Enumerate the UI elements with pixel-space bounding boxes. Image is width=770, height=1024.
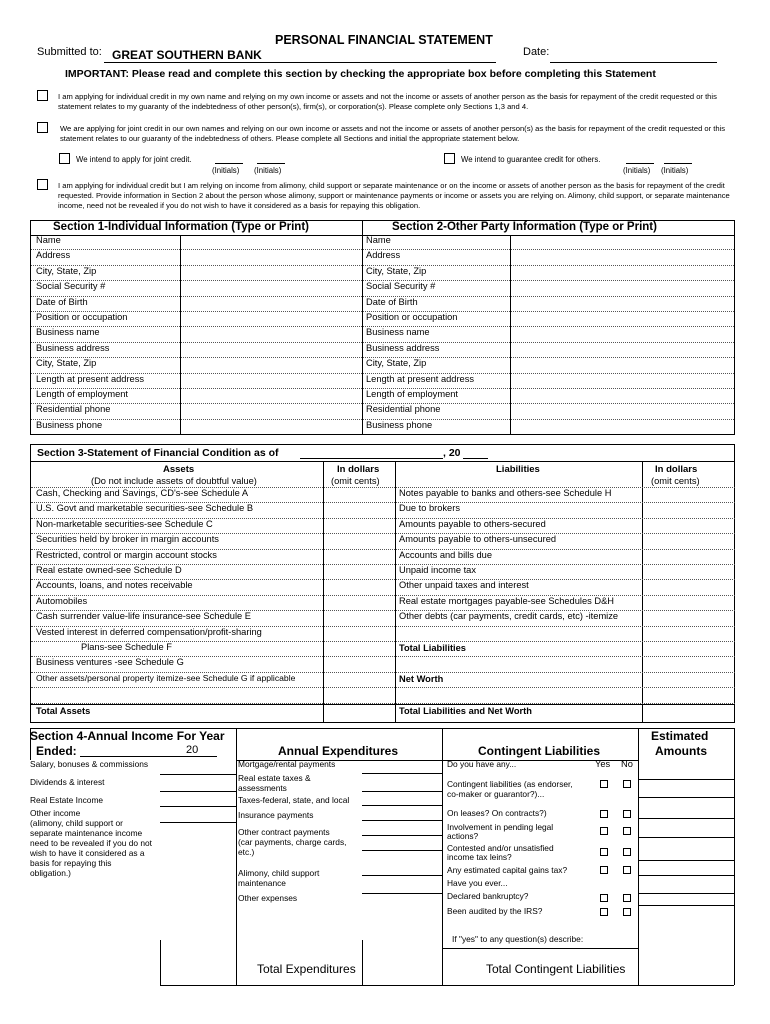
expenditure-total-line [236, 985, 442, 986]
liability-row-label: Notes payable to banks and others-see Schedule H [399, 488, 612, 498]
section1-field-label: Residential phone [36, 404, 111, 415]
section3-right-border [734, 444, 735, 723]
section2-field-label: City, State, Zip [366, 358, 427, 369]
section3-top-border [30, 444, 735, 445]
section4-year: 20 [186, 744, 199, 756]
assets-subheader: (Do not include assets of doubtful value) [91, 476, 257, 486]
section1-field-label: Social Security # [36, 281, 106, 292]
section2-field-input[interactable] [511, 327, 733, 341]
section2-field-label: Date of Birth [366, 296, 418, 307]
income-total-line [160, 985, 236, 986]
liability-row-label: Accounts and bills due [399, 549, 493, 560]
liability-row-label: Real estate mortgages payable-see Schedules D&H [399, 595, 614, 606]
important-notice: IMPORTANT: Please read and complete this section by checking the appropriate box before completing this Statement [65, 68, 656, 80]
individual-credit-checkbox[interactable] [37, 90, 48, 101]
section2-field-label: Name [366, 235, 391, 245]
section3-bottom-border [30, 722, 735, 723]
liability-row-label: Amounts payable to others-secured [399, 518, 546, 529]
contingent-question: Declared bankruptcy? [447, 891, 529, 901]
estimated-line1: Estimated [651, 729, 709, 743]
section1-field-label: City, State, Zip [36, 358, 97, 369]
no-header: No [621, 759, 633, 769]
income-total-box [160, 940, 161, 986]
expenditure-label: Other expenses [238, 893, 298, 903]
expenditure-amount-line[interactable] [362, 791, 442, 792]
submitted-to-label: Submitted to: [37, 46, 102, 58]
liability-amount-input[interactable] [643, 503, 733, 517]
section1-field-label: Date of Birth [36, 296, 88, 307]
income-label: Other income [30, 808, 81, 818]
total-liabilities-label: Total Liabilities [399, 643, 466, 653]
section1-field-input[interactable] [181, 327, 361, 341]
asset-row-label: Non-marketable securities-see Schedule C [36, 518, 213, 529]
yes-header: Yes [595, 759, 611, 769]
liability-row-label: Amounts payable to others-unsecured [399, 534, 557, 545]
section3-left-border [30, 444, 31, 723]
section2-field-input[interactable] [511, 358, 733, 372]
section2-field-input[interactable] [511, 404, 733, 418]
year-ended-line[interactable] [80, 756, 217, 757]
liability-amount-input[interactable] [643, 488, 733, 502]
section1-field-label: Business name [36, 327, 100, 338]
section1-field-input[interactable] [181, 281, 361, 295]
section4-left-border [30, 728, 31, 760]
expenditure-amount-line[interactable] [362, 835, 442, 836]
no-checkbox[interactable] [623, 908, 631, 916]
asset-amount-input[interactable] [324, 657, 394, 671]
section2-field-input[interactable] [511, 374, 733, 388]
income-label: Salary, bonuses & commissions [30, 759, 149, 769]
section1-field-input[interactable] [181, 374, 361, 388]
income-label: basis for repaying this [30, 858, 112, 868]
initials-label: (Initials) [254, 166, 282, 175]
liabilities-omit-cents: (omit cents) [651, 476, 700, 486]
asset-amount-input[interactable] [324, 580, 394, 594]
section2-field-label: Business phone [366, 419, 433, 430]
asset-amount-input[interactable] [324, 550, 394, 564]
section2-field-input[interactable] [511, 235, 733, 249]
yes-checkbox[interactable] [600, 894, 608, 902]
expenditure-contingent-divider [442, 728, 443, 985]
section2-title: Section 2-Other Party Information (Type or Print) [392, 221, 657, 233]
contingent-question: actions? [447, 831, 479, 841]
assets-in-dollars: In dollars [337, 464, 380, 475]
liability-amount-input[interactable] [643, 519, 733, 533]
contingent-question: Been audited by the IRS? [447, 906, 543, 916]
asset-row-label: Other assets/personal property itemize-see Schedule G if applicable [36, 672, 296, 683]
liabilities-header: Liabilities [496, 464, 540, 475]
section1-field-input[interactable] [181, 343, 361, 357]
do-you-have-label: Do you have any... [447, 759, 517, 769]
contingent-question: co-maker or guarantor?)... [447, 789, 545, 799]
section4-title-line1: Section 4-Annual Income For Year [30, 729, 225, 743]
expenditure-label: Alimony, child support [238, 868, 320, 878]
contingent-question: Have you ever... [447, 878, 508, 888]
income-expenditure-divider [236, 728, 237, 985]
individual-credit-text: I am applying for individual credit in my own name and relying on my own income or assets and not the income or assets of another person as the basis for repayment of the credit requested or this statement relates to my guaranty of the indebtedness of other person(s), firm(s), or corporation(s). Please complete only Sections 1,3 and 4. [58, 92, 717, 111]
expenditure-amount-line[interactable] [362, 805, 442, 806]
asset-amount-input[interactable] [324, 642, 394, 656]
asset-row-label: Cash surrender value-life insurance-see Schedule E [36, 611, 251, 622]
submitted-to-line[interactable] [104, 62, 496, 63]
section2-field-input[interactable] [511, 343, 733, 357]
contingent-question: Contested and/or unsatisfied [447, 843, 554, 853]
section1-field-label: Length of employment [36, 389, 128, 399]
asset-row-label: Restricted, control or margin account stocks [36, 549, 217, 560]
guarantee-intend-checkbox[interactable] [444, 153, 455, 164]
total-liab-net-input[interactable] [643, 706, 733, 721]
income-amount-line[interactable] [160, 822, 236, 823]
liability-row-label: Unpaid income tax [399, 565, 476, 575]
section1-field-label: Business address [36, 342, 110, 353]
asset-row-label: Automobiles [36, 595, 88, 606]
section3-title-rule [30, 461, 735, 462]
section2-field-input[interactable] [511, 266, 733, 280]
initials-label: (Initials) [212, 166, 240, 175]
date-label: Date: [523, 46, 550, 58]
alimony-credit-text: I am applying for individual credit but I am relying on income from alimony, child support or separate maintenance or on the income or assets of another person as the basis for repayment of the credit requested. Provide information in Section 2 about the person whose alimony, support or maintenance payments or income or assets you are relying on. Alimony, child support, or separate maintenance income, need not be revealed if you do not wish to have it considered as a basis for repaying this obligation. [58, 181, 730, 210]
liability-row-label: Due to brokers [399, 503, 460, 514]
section4-top-border [30, 728, 735, 729]
statement-date-line[interactable] [300, 458, 443, 459]
section1-field-input[interactable] [181, 358, 361, 372]
expenditures-title: Annual Expenditures [278, 744, 399, 758]
expenditure-label: maintenance [238, 878, 286, 888]
section1-field-input[interactable] [181, 312, 361, 326]
section2-field-input[interactable] [511, 250, 733, 264]
asset-row-label: Business ventures -see Schedule G [36, 657, 184, 668]
section12-right-border [734, 220, 735, 435]
initials-label: (Initials) [623, 166, 651, 175]
asset-row-label: Securities held by broker in margin accounts [36, 534, 219, 545]
no-checkbox[interactable] [623, 894, 631, 902]
alimony-credit-checkbox[interactable] [37, 179, 48, 190]
no-checkbox[interactable] [623, 780, 631, 788]
contingent-amount-divider [638, 728, 639, 985]
page-title: PERSONAL FINANCIAL STATEMENT [275, 33, 493, 47]
joint-intend-checkbox[interactable] [59, 153, 70, 164]
income-label: obligation.) [30, 868, 71, 878]
liability-row-label: Other unpaid taxes and interest [399, 580, 529, 591]
section2-field-label: Address [366, 250, 401, 261]
expenditure-amount-line[interactable] [362, 850, 442, 851]
asset-amount-input[interactable] [324, 673, 394, 687]
date-field[interactable] [550, 62, 717, 63]
contingent-amount-line[interactable] [638, 875, 734, 876]
section1-field-input[interactable] [181, 266, 361, 280]
section3-title: Section 3-Statement of Financial Condition as of [37, 447, 279, 459]
contingent-question: Any estimated capital gains tax? [447, 865, 568, 875]
totals-rule [30, 704, 735, 705]
contingent-amount-line[interactable] [638, 893, 734, 894]
joint-credit-checkbox[interactable] [37, 122, 48, 133]
expenditure-amount-line[interactable] [362, 875, 442, 876]
statement-year-line[interactable] [463, 458, 488, 459]
section2-field-input[interactable] [511, 389, 733, 403]
assets-header: Assets [163, 464, 195, 475]
asset-amount-input[interactable] [324, 534, 394, 548]
no-checkbox[interactable] [623, 827, 631, 835]
contingent-amount-line[interactable] [638, 837, 734, 838]
yes-checkbox[interactable] [600, 848, 608, 856]
income-label: wish to have it considered as a [30, 848, 145, 858]
bank-name: GREAT SOUTHERN BANK [112, 48, 262, 62]
section2-field-label: Length at present address [366, 373, 475, 384]
expenditure-amount-line[interactable] [362, 820, 442, 821]
section1-field-label: Name [36, 235, 61, 245]
if-yes-label: If "yes" to any question(s) describe: [452, 934, 584, 944]
expenditure-label: Insurance payments [238, 810, 314, 820]
joint-intend-text: We intend to apply for joint credit. [76, 155, 192, 164]
joint-initials-line-1[interactable] [215, 163, 243, 164]
section1-field-input[interactable] [181, 404, 361, 418]
section1-field-input[interactable] [181, 235, 361, 249]
row-rule [31, 687, 735, 688]
guarantee-initials-line-2[interactable] [664, 163, 692, 164]
assets-omit-cents: (omit cents) [331, 476, 380, 486]
asset-row-label: Real estate owned-see Schedule D [36, 565, 182, 575]
section4-title-line2: Ended: [36, 744, 77, 758]
asset-amount-input[interactable] [324, 519, 394, 533]
joint-initials-line-2[interactable] [257, 163, 285, 164]
expenditure-label: Mortgage/rental payments [238, 759, 336, 769]
contingent-question: Contingent liabilities (as endorser, [447, 779, 573, 789]
assets-liabilities-divider [395, 461, 396, 722]
section1-field-label: Business phone [36, 419, 103, 430]
asset-amount-input[interactable] [324, 565, 394, 579]
yes-checkbox[interactable] [600, 866, 608, 874]
liability-amount-input[interactable] [643, 534, 733, 548]
row-rule [31, 419, 362, 420]
expenditure-label: Other contract payments [238, 827, 330, 837]
asset-row-label: Cash, Checking and Savings, CD's-see Schedule A [36, 488, 249, 498]
asset-amount-input[interactable] [324, 611, 394, 625]
income-amount-line[interactable] [160, 806, 236, 807]
asset-row-label: Vested interest in deferred compensation/profit-sharing [36, 626, 262, 637]
liability-row-label: Other debts (car payments, credit cards, etc) -itemize [399, 611, 619, 622]
asset-amount-input[interactable] [324, 503, 394, 517]
liability-amount-input[interactable] [643, 580, 733, 594]
asset-row-label: U.S. Govt and marketable securities-see Schedule B [36, 503, 254, 514]
section12-top-border [30, 220, 735, 221]
section4-right-border [734, 728, 735, 985]
initials-label: (Initials) [661, 166, 689, 175]
yes-checkbox[interactable] [600, 780, 608, 788]
section1-field-input[interactable] [181, 297, 361, 311]
contingent-amount-line[interactable] [638, 818, 734, 819]
section1-field-label: Position or occupation [36, 312, 128, 322]
guarantee-intend-text: We intend to guarantee credit for others. [461, 155, 601, 164]
guarantee-initials-line-1[interactable] [626, 163, 654, 164]
asset-row-label: Accounts, loans, and notes receivable [36, 580, 193, 591]
estimated-line2: Amounts [655, 744, 707, 758]
section2-field-label: Social Security # [366, 281, 436, 292]
contingent-title: Contingent Liabilities [478, 744, 600, 758]
section2-field-input[interactable] [511, 281, 733, 295]
section3-year: , 20 [443, 447, 461, 459]
contingent-amount-line[interactable] [638, 779, 734, 780]
expenditure-total-divider [362, 940, 363, 986]
expenditure-label: etc.) [238, 847, 255, 857]
section2-field-input[interactable] [511, 420, 733, 434]
amount-total-line [638, 985, 734, 986]
row-rule [363, 419, 734, 420]
describe-line[interactable] [442, 948, 638, 949]
liability-amount-input[interactable] [643, 611, 733, 625]
section2-field-label: Business address [366, 342, 440, 353]
contingent-question: income tax leins? [447, 852, 512, 862]
yes-checkbox[interactable] [600, 908, 608, 916]
section1-field-input[interactable] [181, 389, 361, 403]
section2-field-label: City, State, Zip [366, 265, 427, 276]
expenditure-amount-line[interactable] [362, 893, 442, 894]
section1-field-label: City, State, Zip [36, 265, 97, 276]
expenditure-label: (car payments, charge cards, [238, 837, 347, 847]
contingent-amount-line[interactable] [638, 860, 734, 861]
expenditure-amount-line[interactable] [362, 773, 442, 774]
section1-field-label: Length at present address [36, 373, 145, 384]
expenditure-label: Real estate taxes & [238, 773, 311, 783]
liability-amount-input[interactable] [643, 550, 733, 564]
section2-field-input[interactable] [511, 297, 733, 311]
section1-field-input[interactable] [181, 250, 361, 264]
yes-checkbox[interactable] [600, 810, 608, 818]
contingent-question: On leases? On contracts?) [447, 808, 547, 818]
total-expenditures: Total Expenditures [257, 962, 356, 976]
no-checkbox[interactable] [623, 848, 631, 856]
contingent-amount-line[interactable] [638, 797, 734, 798]
section2-field-label: Business name [366, 327, 430, 338]
asset-amount-input[interactable] [324, 488, 394, 502]
section2-field-label: Length of employment [366, 389, 458, 399]
net-worth-label: Net Worth [399, 673, 444, 684]
section1-field-input[interactable] [181, 420, 361, 434]
asset-row-label: Plans-see Schedule F [81, 642, 172, 652]
asset-amount-input[interactable] [324, 596, 394, 610]
contingent-question: Involvement in pending legal [447, 822, 554, 832]
liabilities-in-dollars: In dollars [655, 464, 698, 475]
section1-title: Section 1-Individual Information (Type or Print) [53, 221, 309, 233]
section12-bottom-border [30, 434, 735, 435]
no-checkbox[interactable] [623, 810, 631, 818]
income-label: need to be revealed if you do not [30, 838, 152, 848]
total-liabilities-net-worth-label: Total Liabilities and Net Worth [399, 706, 532, 716]
liability-amount-input[interactable] [643, 596, 733, 610]
yes-checkbox[interactable] [600, 827, 608, 835]
total-contingent: Total Contingent Liabilities [486, 962, 626, 976]
income-label: Real Estate Income [30, 795, 104, 805]
income-label: (alimony, child support or [30, 818, 123, 828]
expenditure-label: assessments [238, 783, 287, 793]
section1-field-label: Address [36, 250, 71, 261]
income-label: Dividends & interest [30, 777, 105, 787]
contingent-total-line [442, 985, 638, 986]
section2-field-label: Position or occupation [366, 312, 458, 322]
joint-credit-text: We are applying for joint credit in our own names and relying on our own income or assets and not the income or assets of another person(s) as the basis for repayment of the credit requested or this statement relates to our guaranty of the indebtedness of others. Please complete all Sections and initial the appropriate statement below. [60, 124, 726, 143]
asset-amount-input[interactable] [324, 627, 394, 641]
expenditure-label: Taxes-federal, state, and local [238, 795, 350, 805]
income-amount-line[interactable] [160, 791, 236, 792]
total-assets-input[interactable] [324, 706, 394, 721]
income-label: separate maintenance income [30, 828, 143, 838]
income-amount-line[interactable] [160, 774, 236, 775]
no-checkbox[interactable] [623, 866, 631, 874]
section2-field-label: Residential phone [366, 404, 441, 415]
contingent-amount-line[interactable] [638, 905, 734, 906]
section2-field-input[interactable] [511, 312, 733, 326]
liability-amount-input[interactable] [643, 565, 733, 579]
total-assets-label: Total Assets [36, 706, 91, 716]
